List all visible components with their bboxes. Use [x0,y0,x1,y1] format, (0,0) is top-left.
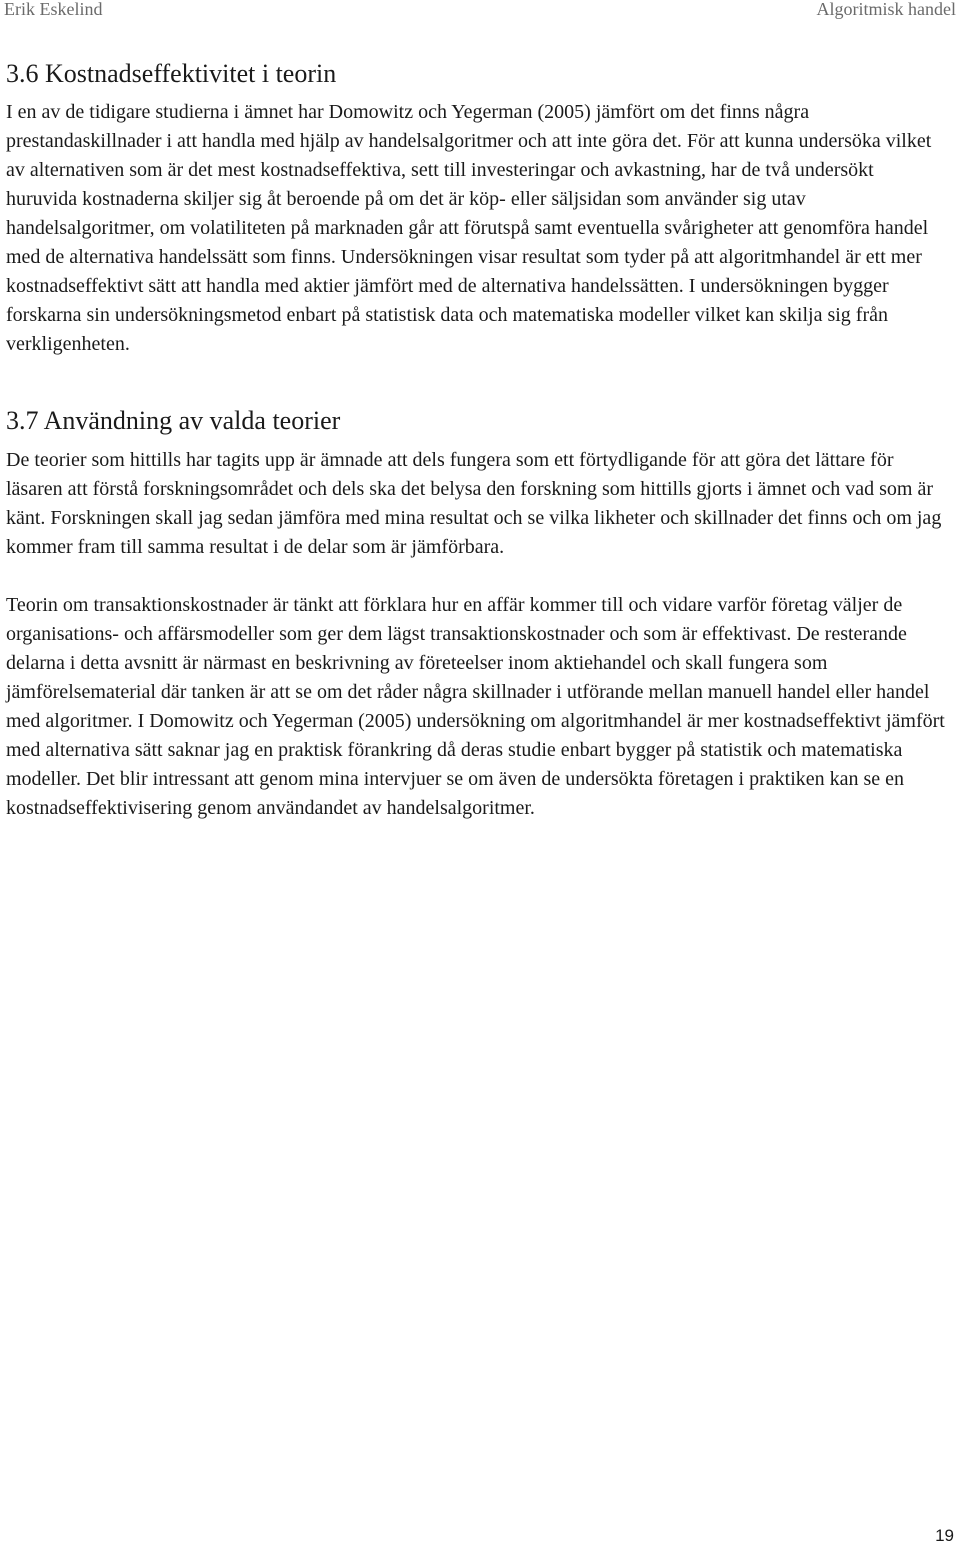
section-heading: 3.6 Kostnadseffektivitet i teorin [6,59,337,88]
header-document-title: Algoritmisk handel [816,0,956,19]
page-number: 19 [935,1526,954,1545]
body-paragraph: Teorin om transaktionskostnader är tänkt att förklara hur en affär kommer till och vidare varför företag väljer de organisations- och affärsmodeller som ger dem lägst transaktionskostnader och som är effektivast. De resterande delarna i detta avsnitt är närmast en beskrivning av företeelser inom aktiehandel och skall fungera som jämförelsematerial där tanken är att se om det råder några skillnader i utförande mellan manuell handel eller handel med algoritmer. I Domowitz och Yegerman (2005) undersökning om algoritmhandel är mer kostnadseffektivt jämfört med alternativa sätt saknar jag en praktisk förankring då deras studie enbart bygger på statistik och matematiska modeller. Det blir intressant att genom mina intervjuer se om även de undersökta företagen i praktiken kan se en kostnadseffektivisering genom användandet av handelsalgoritmer. [6,594,945,819]
page-header [4,0,956,26]
body-paragraph: De teorier som hittills har tagits upp är ämnade att dels fungera som ett förtydligande för att göra det lättare för läsaren att förstå forskningsområdet och dels ska det belysa den forskning som hittills gjorts i ämnet och vad som är känt. Forskningen skall jag sedan jämföra med mina resultat och se vilka likheter och skillnader det finns och om jag kommer fram till samma resultat i de delar som är jämförbara. [6,449,942,558]
section-heading: 3.7 Användning av valda teorier [6,406,341,435]
body-paragraph: I en av de tidigare studierna i ämnet har Domowitz och Yegerman (2005) jämfört om det finns några prestandaskillnader i att handla med hjälp av handelsalgoritmer och att inte göra det. För att kunna undersöka vilket av alternativen som är det mest kostnadseffektiva, sett till investeringar och avkastning, har de två undersökt huruvida kostnaderna skiljer sig åt beroende på om det är köp- eller säljsidan som använder sig utav handelsalgoritmer, om volatiliteten på marknaden går att förutspå samt eventuella svårigheter att genomföra handel med de alternativa handelssätt som finns. Undersökningen visar resultat som tyder på att algoritmhandel är ett mer kostnadseffektivt sätt att handla med aktier jämfört med de alternativa handelssätten. I undersökningen bygger forskarna sin undersökningsmetod enbart på statistisk data och matematiska modeller vilket kan skilja sig från verkligenheten. [6,101,932,355]
section-anvandning-av-valda-teorier [6,405,946,823]
header-author: Erik Eskelind [4,0,103,19]
page-body [6,58,946,823]
section-kostnadseffektivitet [6,58,946,359]
